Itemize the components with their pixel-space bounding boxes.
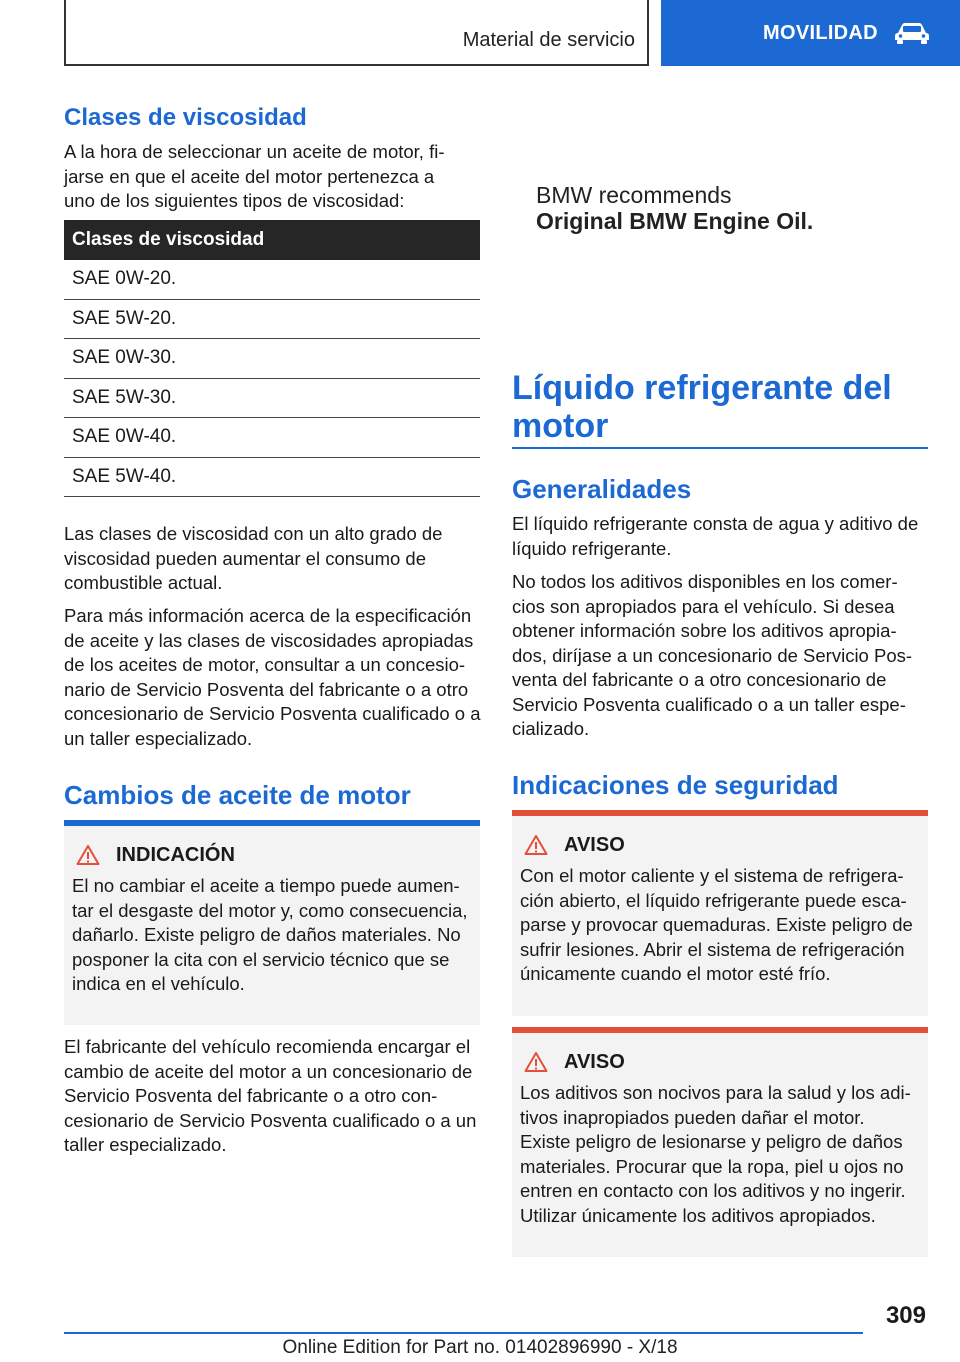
table-header: Clases de viscosidad — [64, 220, 480, 260]
warning-triangle-icon — [524, 834, 548, 856]
oil-change-heading: Cambios de aceite de motor — [64, 780, 411, 810]
viscosity-paragraph-1: Las clases de viscosidad con un alto grado de viscosidad pueden aumentar el consumo de combustible actual. — [64, 523, 443, 593]
footer-edition: Online Edition for Part no. 01402896990 - X/18 — [282, 1337, 678, 1358]
warning-2-text: Los aditivos son nocivos para la salud y los aditivos inapropiados pueden dañar el motor. Existe peligro de lesionarse y peligro de daños materiales. Procurar que la ropa, piel u ojos no entren en contacto con los aditivos y no ingerir. Utilizar únicamente los aditivos apropiados. — [520, 1082, 911, 1226]
warning-triangle-icon — [524, 1051, 548, 1073]
warning-1-text: Con el motor caliente y el sistema de refrigeración abierto, el líquido refrigerante puede escaparse y provocar quemaduras. Existe peligro de sufrir lesiones. Abrir el sistema de refrigeración únicamente cuando el motor esté frío. — [520, 865, 913, 984]
table-row: SAE 5W-30. — [64, 379, 480, 419]
safety-heading: Indicaciones de seguridad — [512, 770, 839, 800]
note-title: INDICACIÓN — [116, 843, 235, 866]
viscosity-intro: A la hora de seleccionar un aceite de motor, fijarse en que el aceite del motor pertenezca a uno de los siguientes tipos de viscosidad: — [64, 141, 445, 211]
table-row: SAE 5W-40. — [64, 458, 480, 498]
general-heading: Generalidades — [512, 474, 692, 504]
table-row: SAE 0W-20. — [64, 260, 480, 300]
viscosity-paragraph-2: Para más información acerca de la especificación de aceite y las clases de viscosidades apropiadas de los aceites de motor, consultar a un concesionario de Servicio Posventa del fabricante o a otro concesionario de Servicio Posventa cualificado o a un taller especializado. — [64, 605, 481, 749]
viscosity-heading: Clases de viscosidad — [64, 104, 307, 131]
car-icon — [892, 21, 932, 45]
warning-box-1 — [512, 810, 928, 1016]
header-section-box — [64, 0, 649, 66]
general-paragraph-2: No todos los aditivos disponibles en los comercios son apropiados para el vehículo. Si desea obtener información sobre los aditivos apropiados, diríjase a un concesionario de Servicio Posventa del fabricante o a otro concesionario de Servicio Posventa cualificado o a un taller especializado. — [512, 571, 913, 739]
table-row: SAE 0W-40. — [64, 418, 480, 458]
warning-1-title: AVISO — [564, 833, 625, 856]
general-paragraph-1: El líquido refrigerante consta de agua y aditivo de líquido refrigerante. — [512, 513, 919, 559]
warning-2-title: AVISO — [564, 1050, 625, 1073]
coolant-title: Líquido refrigerante del motor — [512, 369, 892, 445]
oil-change-paragraph: El fabricante del vehículo recomienda encargar el cambio de aceite del motor a un concesionario de Servicio Posventa del fabricante o a otro concesionario de Servicio Posventa cualificado o a un taller especializado. — [64, 1036, 477, 1155]
warning-box-2 — [512, 1027, 928, 1257]
warning-triangle-icon — [76, 844, 100, 866]
page-number: 309 — [885, 1302, 926, 1329]
title-rule — [512, 447, 928, 449]
viscosity-table — [64, 220, 480, 497]
header-chapter-label: MOVILIDAD — [763, 21, 878, 44]
table-row: SAE 5W-20. — [64, 300, 480, 340]
note-text: El no cambiar el aceite a tiempo puede aumentar el desgaste del motor y, como consecuencia, dañarlo. Existe peligro de daños materiales. No posponer la cita con el servicio técnico que se indica en el vehículo. — [72, 875, 468, 994]
header-section-title: Material de servicio — [462, 29, 635, 51]
footer-rule — [64, 1332, 863, 1334]
note-box — [64, 820, 480, 1025]
oil-recommend-line-2: Original BMW Engine Oil. — [536, 208, 814, 234]
header-chapter-tab[interactable] — [661, 0, 960, 66]
table-row: SAE 0W-30. — [64, 339, 480, 379]
oil-recommend-line-1: BMW recommends — [536, 182, 732, 208]
